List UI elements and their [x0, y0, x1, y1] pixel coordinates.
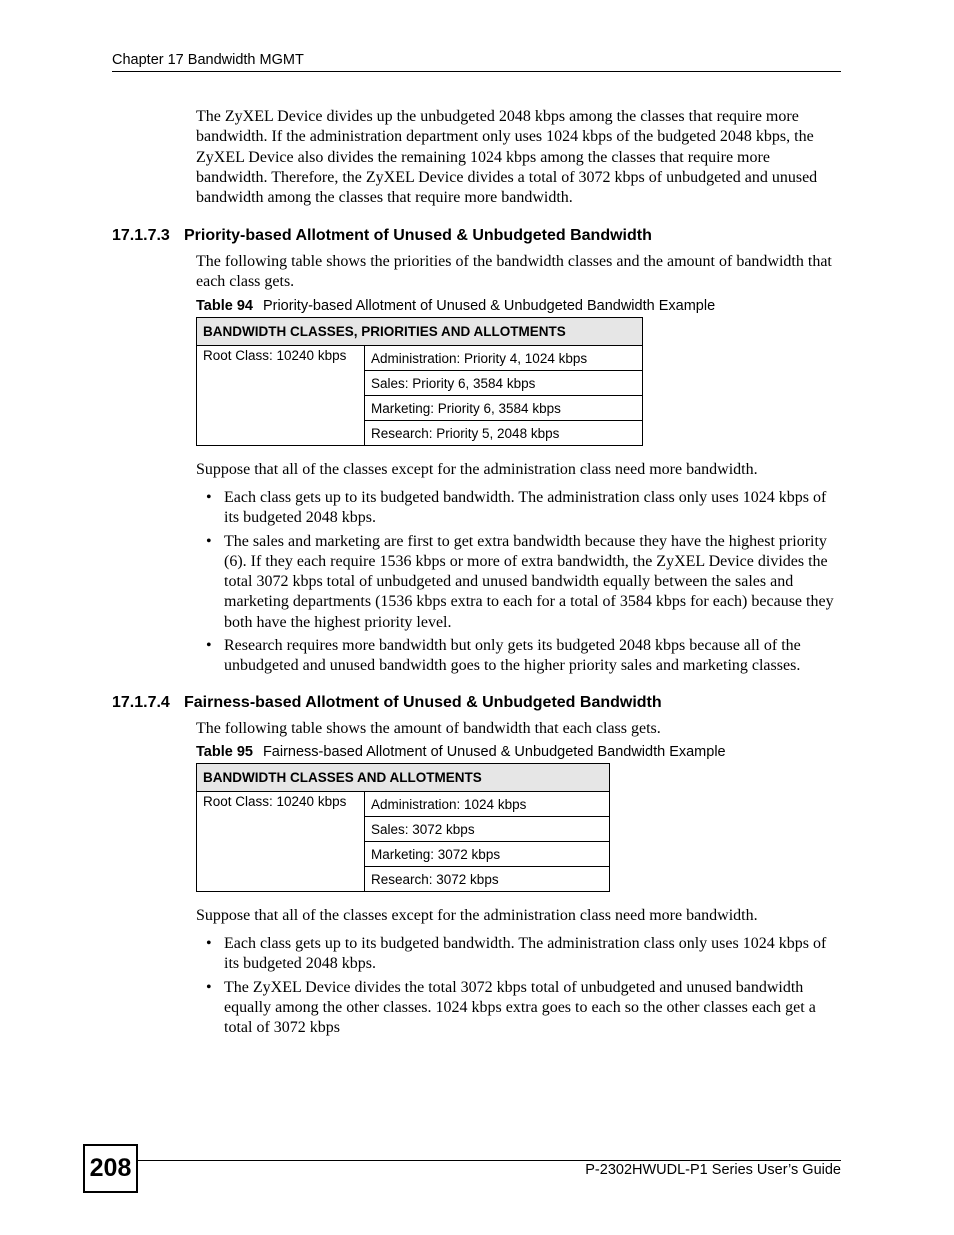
- bullet-icon: •: [206, 532, 212, 550]
- table-caption-text: Priority-based Allotment of Unused & Unbudgeted Bandwidth Example: [262, 298, 716, 314]
- section-number: 17.1.7.3: [112, 227, 170, 244]
- table-caption: [196, 744, 726, 760]
- table-cell: Marketing: 3072 kbps: [365, 842, 610, 867]
- bullet-icon: •: [206, 978, 212, 996]
- list-item: [196, 978, 844, 1039]
- bullet-list: [196, 488, 844, 680]
- table-cell: Marketing: Priority 6, 3584 kbps: [365, 396, 643, 421]
- running-header: Chapter 17 Bandwidth MGMT: [112, 52, 304, 68]
- intro-paragraph: The ZyXEL Device divides up the unbudgeted 2048 kbps among the classes that require more bandwidth. If the administration department only uses 1024 kbps of the budgeted 2048 kbps, the ZyXEL Device also divides the remaining 1024 kbps among the classes that require more bandwidth. Therefore, the ZyXEL Device divides a total of 3072 kbps of unbudgeted and unused bandwidth among the classes that require more bandwidth.: [196, 108, 818, 207]
- table-label: Table 95: [196, 744, 253, 760]
- table-caption-text: Fairness-based Allotment of Unused & Unbudgeted Bandwidth Example: [262, 744, 726, 760]
- bullet-icon: •: [206, 935, 212, 952]
- page-number: 208: [83, 1144, 138, 1193]
- list-item: [196, 488, 844, 529]
- fairness-table: [196, 763, 610, 892]
- bullet-icon: •: [206, 489, 212, 506]
- suppose-paragraph: Suppose that all of the classes except for the administration class need more bandwidth.: [196, 907, 758, 924]
- table-header: BANDWIDTH CLASSES, PRIORITIES AND ALLOTMENTS: [197, 318, 643, 346]
- list-item: [196, 532, 844, 633]
- section-paragraph: The following table shows the priorities of the bandwidth classes and the amount of bandwidth that each class gets.: [196, 253, 832, 291]
- section-heading-priority: [112, 227, 652, 245]
- section-heading-fairness: [112, 694, 662, 712]
- list-item-text: The ZyXEL Device divides the total 3072 kbps total of unbudgeted and unused bandwidth equally among the other classes. 1024 kbps extra goes to each so the other classes each get a total of 3072 kbps: [224, 978, 816, 1037]
- root-class-cell: Root Class: 10240 kbps: [197, 346, 365, 446]
- root-class-cell: Root Class: 10240 kbps: [197, 792, 365, 892]
- header-rule: [112, 71, 841, 72]
- section-paragraph: The following table shows the amount of bandwidth that each class gets.: [196, 720, 661, 737]
- guide-title: P-2302HWUDL-P1 Series User’s Guide: [585, 1162, 841, 1178]
- table-cell: Administration: Priority 4, 1024 kbps: [365, 346, 643, 371]
- table-cell: Research: Priority 5, 2048 kbps: [365, 421, 643, 446]
- list-item: [196, 934, 844, 975]
- table-header: BANDWIDTH CLASSES AND ALLOTMENTS: [197, 764, 610, 792]
- list-item-text: Each class gets up to its budgeted bandwidth. The administration class only uses 1024 kbps of its budgeted 2048 kbps.: [224, 489, 827, 527]
- bullet-list: [196, 934, 844, 1041]
- section-title: Priority-based Allotment of Unused & Unbudgeted Bandwidth: [184, 227, 652, 244]
- section-number: 17.1.7.4: [112, 694, 170, 711]
- table-label: Table 94: [196, 298, 253, 314]
- list-item-text: Each class gets up to its budgeted bandwidth. The administration class only uses 1024 kbps of its budgeted 2048 kbps.: [224, 935, 827, 973]
- table-cell: Research: 3072 kbps: [365, 867, 610, 892]
- bullet-icon: •: [206, 637, 212, 655]
- priority-table: [196, 317, 643, 446]
- table-cell: Administration: 1024 kbps: [365, 792, 610, 817]
- list-item: [196, 636, 844, 677]
- list-item-text: Research requires more bandwidth but only gets its budgeted 2048 kbps because all of the unbudgeted and unused bandwidth goes to the higher priority sales and marketing classes.: [224, 637, 801, 675]
- section-title: Fairness-based Allotment of Unused & Unbudgeted Bandwidth: [184, 694, 662, 711]
- list-item-text: The sales and marketing are first to get extra bandwidth because they have the highest priority (6). If they each require 1536 kbps or more of extra bandwidth, the ZyXEL Device divides the total 3072 kbps total of unbudgeted and unused bandwidth equally between the sales and marketing departments (1536 kbps extra to each for a total of 3584 kbps for each) because they both have the highest priority level.: [224, 532, 834, 631]
- table-cell: Sales: Priority 6, 3584 kbps: [365, 371, 643, 396]
- suppose-paragraph: Suppose that all of the classes except for the administration class need more bandwidth.: [196, 461, 758, 478]
- footer-rule: [138, 1160, 841, 1161]
- table-cell: Sales: 3072 kbps: [365, 817, 610, 842]
- table-caption: [196, 298, 715, 314]
